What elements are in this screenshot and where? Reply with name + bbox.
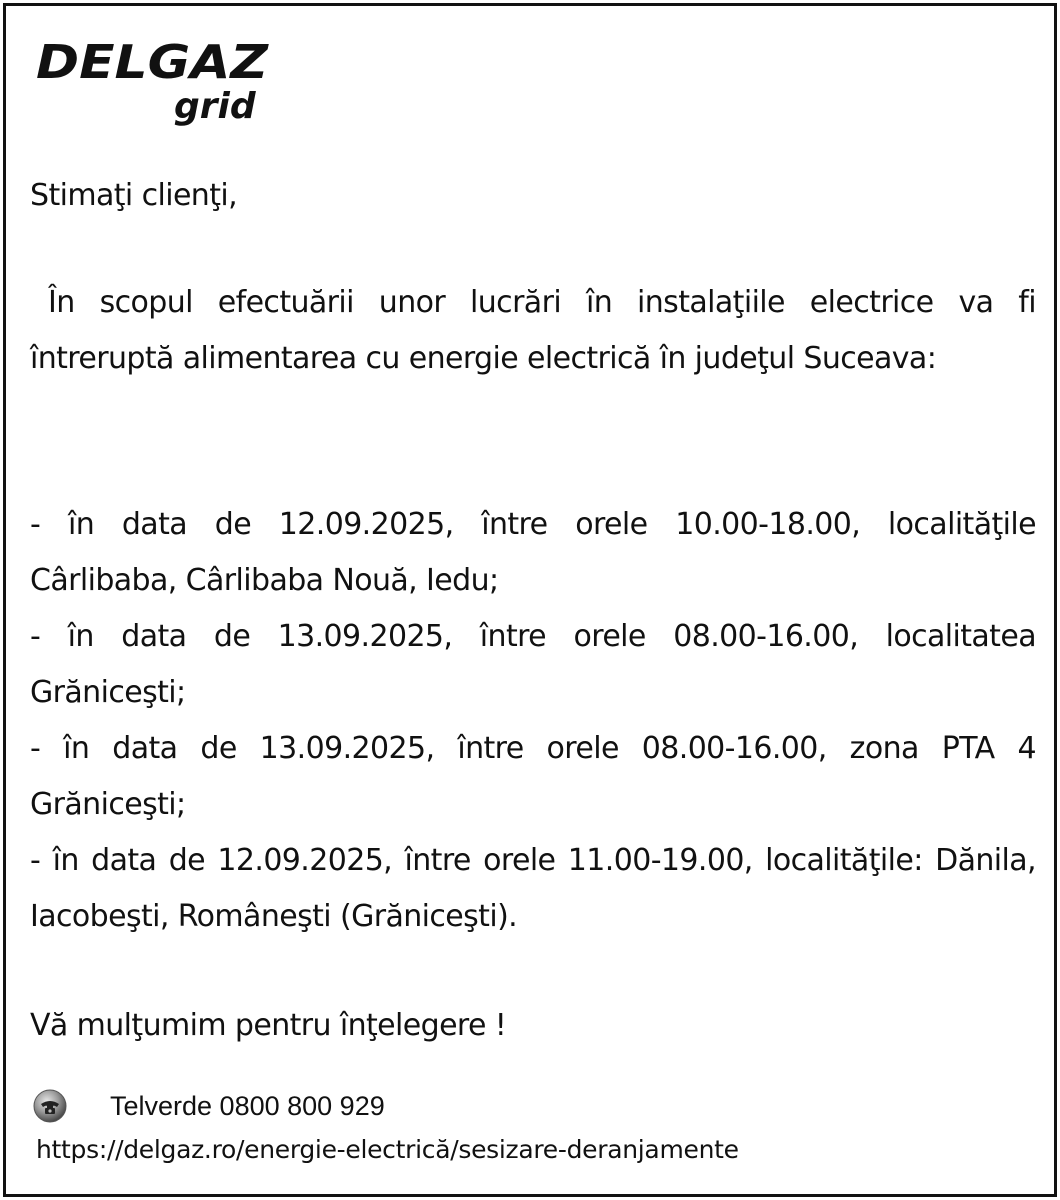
phone-number[interactable]: Telverde 0800 800 929 <box>110 1091 385 1121</box>
outage-item: - în data de 12.09.2025, între orele 11.00-19.00, localităţile: Dănila, Iacobeşti, Româneşti (Grăniceşti). <box>30 843 1036 934</box>
svg-text:DELGAZ: DELGAZ <box>36 35 270 89</box>
outage-item: - în data de 13.09.2025, între orele 08.00-16.00, zona PTA 4 Grăniceşti; <box>30 731 1036 822</box>
delgaz-grid-logo <box>36 32 272 128</box>
greeting: Stimaţi clienţi, <box>30 178 238 213</box>
outage-schedule <box>30 497 1036 945</box>
thanks-line: Vă mulţumim pentru înţelegere ! <box>30 1008 507 1043</box>
intro-paragraph: În scopul efectuării unor lucrări în instalaţiile electrice va fi întreruptă alimentarea cu energie electrică în judeţul Suceava: <box>30 285 1036 376</box>
contact-phone <box>30 1084 630 1128</box>
telephone-icon <box>32 1088 68 1124</box>
report-url-link[interactable]: https://delgaz.ro/energie-electrică/sesizare-deranjamente <box>36 1135 739 1164</box>
outage-item: - în data de 13.09.2025, între orele 08.00-16.00, localitatea Grăniceşti; <box>30 619 1036 710</box>
svg-text:grid: grid <box>174 86 256 127</box>
outage-item: - în data de 12.09.2025, între orele 10.00-18.00, localităţile Cârlibaba, Cârlibaba Nouă, Iedu; <box>30 507 1036 598</box>
